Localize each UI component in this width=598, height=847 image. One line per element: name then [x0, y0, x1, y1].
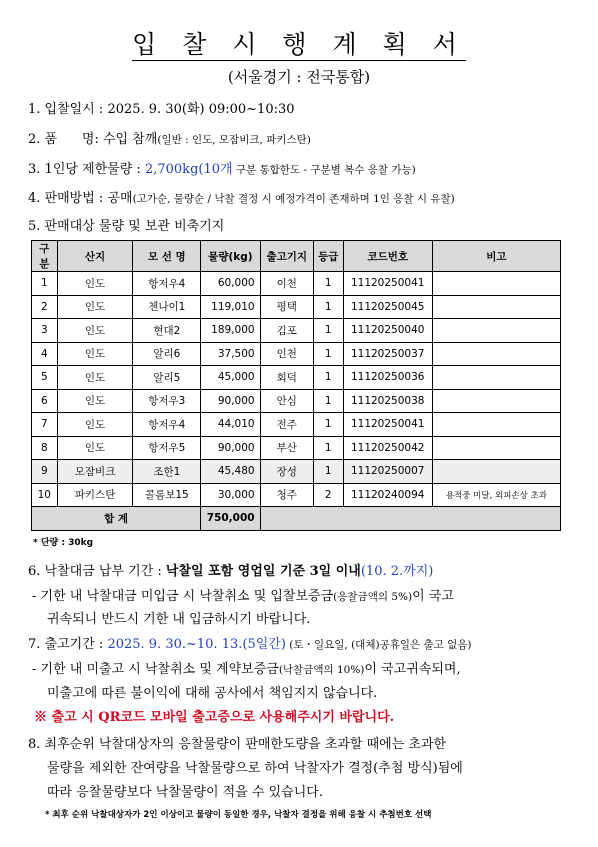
remarks-cell [432, 319, 560, 343]
grade-cell: 1 [313, 319, 343, 343]
bullet-text: - 기한 내 낙찰대금 미입금 시 낙찰취소 및 입찰보증금 [32, 589, 334, 604]
code-number-cell: 11120250041 [343, 413, 432, 437]
bullet-text: - 기한 내 미출고 시 낙찰취소 및 계약보증금 [32, 662, 279, 677]
document-subtitle: (서울경기 : 전국통합) [227, 68, 371, 86]
vessel-name-cell: 알리6 [133, 342, 201, 366]
section-label: 품 명 [44, 132, 95, 147]
sale-items-table [31, 240, 561, 531]
vessel-name-cell: 첸나이1 [133, 295, 201, 319]
section-text: 최후순위 낙찰대상자의 응찰물량이 판매한도량을 초과할 때에는 초과한 [44, 737, 447, 752]
auction-datetime: 2025. 9. 30(화) 09:00~10:30 [107, 102, 295, 117]
vessel-name-cell: 알리5 [133, 366, 201, 390]
origin-cell: 인도 [57, 413, 133, 437]
quantity-cell: 45,480 [201, 460, 260, 484]
section-6-bullet-2: 귀속되니 반드시 기한 내 입금하시기 바랍니다. [47, 612, 311, 627]
quantity-cell: 37,500 [201, 342, 260, 366]
vessel-name-cell: 콜롬보15 [133, 483, 201, 507]
footnote: * 최후 순위 낙찰대상자가 2인 이상이고 물량이 동일한 경우, 낙찰자 결정을 위해 응찰 시 추첨번호 선택 [45, 810, 432, 820]
section-4 [28, 187, 455, 206]
origin-cell: 모잠비크 [57, 460, 133, 484]
column-header: 물량(kg) [201, 241, 260, 272]
code-number-cell: 11120250040 [343, 319, 432, 343]
separator: : [94, 102, 108, 117]
section-1 [28, 98, 295, 117]
section-6 [28, 560, 433, 579]
table-row [32, 483, 561, 507]
origin-cell: 파키스탄 [57, 483, 133, 507]
section-number: 5. [28, 219, 41, 234]
table-row [32, 272, 561, 296]
section-label: 판매대상 물량 및 보관 비축기지 [44, 219, 225, 234]
vessel-name-cell: 항저우4 [133, 272, 201, 296]
vessel-name-cell: 현대2 [133, 319, 201, 343]
section-label: 입찰일시 [44, 102, 95, 117]
origin-cell: 인도 [57, 319, 133, 343]
remarks-cell [432, 366, 560, 390]
bullet-text: 이 국고귀속되며, [364, 662, 461, 677]
section-7 [28, 633, 471, 652]
origin-cell: 인도 [57, 436, 133, 460]
column-header: 코드번호 [343, 241, 432, 272]
section-number: 3. [28, 162, 41, 177]
table-row [32, 319, 561, 343]
row-number-cell: 1 [32, 272, 58, 296]
vessel-name-cell: 조한1 [133, 460, 201, 484]
section-5 [28, 215, 224, 234]
grade-cell: 2 [313, 483, 343, 507]
shipping-period: 2025. 9. 30.~10. 13.(5일간) [107, 637, 286, 652]
section-label: 판매방법 [44, 191, 95, 206]
grade-cell: 1 [313, 342, 343, 366]
warehouse-cell: 평택 [260, 295, 313, 319]
section-3 [28, 158, 416, 177]
grade-cell: 1 [313, 413, 343, 437]
table-row [32, 342, 561, 366]
sale-method-note: (고가순, 물량순 / 낙찰 결정 시 예정가격이 존재하며 1인 응찰 시 유찰) [132, 193, 455, 205]
remarks-cell: 용적중 미달, 외피손상 초과 [432, 483, 560, 507]
warehouse-cell: 인천 [260, 342, 313, 366]
row-number-cell: 10 [32, 483, 58, 507]
grade-cell: 1 [313, 460, 343, 484]
row-number-cell: 3 [32, 319, 58, 343]
table-row [32, 366, 561, 390]
remarks-cell [432, 295, 560, 319]
grade-cell: 1 [313, 436, 343, 460]
origin-cell: 인도 [57, 295, 133, 319]
quantity-cell: 90,000 [201, 436, 260, 460]
vessel-name-cell: 항저우5 [133, 436, 201, 460]
section-number: 6. [28, 564, 41, 579]
section-8 [28, 733, 446, 752]
vessel-name-cell: 항저우3 [133, 389, 201, 413]
section-label: 낙찰대금 납부 기간 : [44, 564, 166, 579]
remarks-cell [432, 389, 560, 413]
document-title: 입 찰 시 행 계 획 서 [132, 30, 466, 59]
quantity-cell: 30,000 [201, 483, 260, 507]
column-header: 출고기지 [260, 241, 313, 272]
table-header-row [32, 241, 561, 272]
item-name: 수입 참깨 [102, 132, 158, 147]
section-number: 2. [28, 132, 41, 147]
limit-note: 구분 통합한도 - 구분별 복수 응찰 가능) [232, 164, 416, 176]
total-value: 750,000 [201, 507, 260, 531]
quantity-cell: 44,010 [201, 413, 260, 437]
grade-cell: 1 [313, 272, 343, 296]
shipping-note: (토・일요일, (대체)공휴일은 출고 없음) [285, 639, 472, 651]
remarks-cell [432, 342, 560, 366]
code-number-cell: 11120250042 [343, 436, 432, 460]
warehouse-cell: 이천 [260, 272, 313, 296]
origin-cell: 인도 [57, 272, 133, 296]
section-number: 1. [28, 102, 41, 117]
code-number-cell: 11120250007 [343, 460, 432, 484]
quantity-cell: 189,000 [201, 319, 260, 343]
table-row [32, 389, 561, 413]
section-number: 4. [28, 191, 41, 206]
quantity-cell: 45,000 [201, 366, 260, 390]
remarks-cell [432, 460, 560, 484]
section-8-line-2: 물량을 제외한 잔여량을 낙찰물량으로 하여 낙찰자가 결정(추첨 방식)됨에 [47, 761, 463, 776]
section-number: 8. [28, 737, 41, 752]
total-label: 합 계 [32, 507, 201, 531]
table-row [32, 413, 561, 437]
section-6-bullet-1 [32, 585, 454, 604]
code-number-cell: 11120250036 [343, 366, 432, 390]
grade-cell: 1 [313, 366, 343, 390]
total-empty [260, 507, 560, 531]
table-row [32, 460, 561, 484]
column-header: 모 선 명 [133, 241, 201, 272]
row-number-cell: 2 [32, 295, 58, 319]
code-number-cell: 11120250041 [343, 272, 432, 296]
limit-value: 2,700kg(10개 [144, 162, 233, 177]
warehouse-cell: 김포 [260, 319, 313, 343]
table-row [32, 436, 561, 460]
warehouse-cell: 부산 [260, 436, 313, 460]
origin-cell: 인도 [57, 366, 133, 390]
item-origins: (일반 : 인도, 모잠비크, 파키스탄) [157, 134, 311, 146]
separator: : [132, 162, 145, 177]
sale-method: 공매 [107, 191, 133, 206]
code-number-cell: 11120250038 [343, 389, 432, 413]
payment-deadline-date: (10. 2.까지) [360, 564, 434, 579]
column-header: 산지 [57, 241, 133, 272]
code-number-cell: 11120250037 [343, 342, 432, 366]
remarks-cell [432, 272, 560, 296]
column-header: 비고 [432, 241, 560, 272]
section-2 [28, 128, 311, 147]
vessel-name-cell: 항저우4 [133, 413, 201, 437]
section-8-line-3: 따라 응찰물량보다 낙찰물량이 적을 수 있습니다. [47, 785, 323, 800]
row-number-cell: 6 [32, 389, 58, 413]
row-number-cell: 9 [32, 460, 58, 484]
warehouse-cell: 전주 [260, 413, 313, 437]
section-7-bullet-2: 미출고에 따른 불이익에 대해 공사에서 책임지지 않습니다. [47, 686, 378, 701]
section-label: 1인당 제한물량 [44, 162, 133, 177]
qr-notice: ※ 출고 시 QR코드 모바일 출고증으로 사용해주시기 바랍니다. [34, 710, 395, 725]
column-header: 구분 [32, 241, 58, 272]
separator: : [94, 132, 103, 147]
origin-cell: 인도 [57, 342, 133, 366]
origin-cell: 인도 [57, 389, 133, 413]
section-number: 7. [28, 637, 41, 652]
code-number-cell: 11120240094 [343, 483, 432, 507]
warehouse-cell: 청주 [260, 483, 313, 507]
bullet-note: (낙찰금액의 10%) [278, 664, 365, 676]
row-number-cell: 5 [32, 366, 58, 390]
table-row [32, 295, 561, 319]
section-7-bullet-1 [32, 658, 461, 677]
warehouse-cell: 장성 [260, 460, 313, 484]
quantity-cell: 60,000 [201, 272, 260, 296]
quantity-cell: 90,000 [201, 389, 260, 413]
table-total-row [32, 507, 561, 531]
section-label: 출고기간 : [44, 637, 108, 652]
quantity-cell: 119,010 [201, 295, 260, 319]
payment-deadline: 낙찰일 포함 영업일 기준 3일 이내 [165, 564, 361, 579]
warehouse-cell: 안심 [260, 389, 313, 413]
grade-cell: 1 [313, 295, 343, 319]
separator: : [94, 191, 108, 206]
column-header: 등급 [313, 241, 343, 272]
bullet-note: (응찰금액의 5%) [333, 591, 413, 603]
row-number-cell: 7 [32, 413, 58, 437]
warehouse-cell: 회덕 [260, 366, 313, 390]
bullet-text: 이 국고 [412, 589, 454, 604]
remarks-cell [432, 413, 560, 437]
unit-note: * 단량 : 30kg [33, 538, 94, 548]
remarks-cell [432, 436, 560, 460]
row-number-cell: 4 [32, 342, 58, 366]
row-number-cell: 8 [32, 436, 58, 460]
code-number-cell: 11120250045 [343, 295, 432, 319]
grade-cell: 1 [313, 389, 343, 413]
